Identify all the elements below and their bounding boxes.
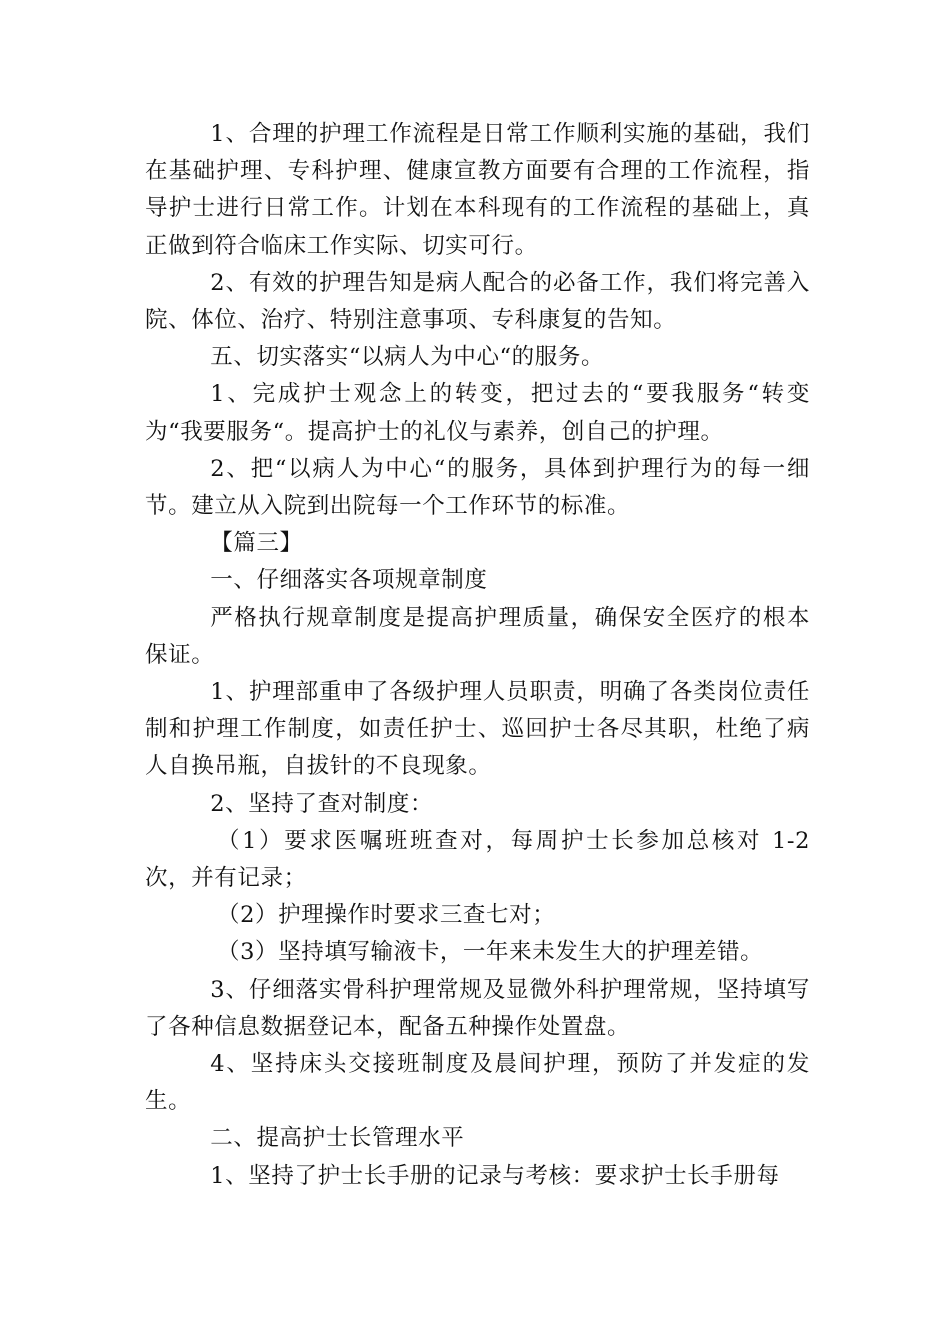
list-item-check-2: （2）护理操作时要求三查七对； — [217, 902, 556, 929]
heading-patient-centered: 五、切实落实“以病人为中心“的服务。 — [210, 344, 605, 371]
paragraph-handover: 4、坚持床头交接班制度及晨间护理，预防了并发症的发生。 — [145, 1051, 810, 1115]
paragraph-duties: 1、护理部重申了各级护理人员职责，明确了各类岗位责任制和护理工作制度，如责任护士、巡回护士各尽其职，杜绝了病人自换吊瓶，自拔针的不良现象。 — [145, 679, 810, 780]
paragraph-checking: 2、坚持了查对制度： — [210, 790, 434, 817]
list-item-check-3: （3）坚持填写输液卡，一年来未发生大的护理差错。 — [217, 939, 764, 966]
paragraph-routines: 3、仔细落实骨科护理常规及显微外科护理常规，坚持填写了各种信息数据登记本，配备五种操作处置盘。 — [145, 976, 810, 1040]
paragraph-mindset: 1、完成护士观念上的转变，把过去的“要我服务“转变为“我要服务“。提高护士的礼仪与素养，创自己的护理。 — [145, 381, 810, 445]
heading-regulations: 一、仔细落实各项规章制度 — [210, 567, 488, 594]
document-body — [145, 116, 810, 1195]
paragraph-notification: 2、有效的护理告知是病人配合的必备工作，我们将完善入院、体位、治疗、特别注意事项、专科康复的告知。 — [145, 269, 810, 334]
paragraph-handbook: 1、坚持了护士长手册的记录与考核：要求护士长手册每 — [210, 1162, 780, 1189]
list-item-check-1: （1）要求医嘱班班查对，每周护士长参加总核对 1-2 次，并有记录； — [145, 827, 810, 892]
paragraph-details: 2、把“以病人为中心“的服务，具体到护理行为的每一细节。建立从入院到出院每一个工作环节的标准。 — [145, 455, 810, 520]
paragraph-regulations-intro: 严格执行规章制度是提高护理质量，确保安全医疗的根本保证。 — [145, 604, 810, 668]
paragraph-workflow: 1、合理的护理工作流程是日常工作顺利实施的基础，我们在基础护理、专科护理、健康宣教方面要有合理的工作流程，指导护士进行日常工作。计划在本科现有的工作流程的基础上，真正做到符合临床工作实际、切实可行。 — [145, 121, 810, 259]
section-title: 【篇三】 — [210, 530, 303, 557]
heading-head-nurse: 二、提高护士长管理水平 — [210, 1125, 465, 1152]
